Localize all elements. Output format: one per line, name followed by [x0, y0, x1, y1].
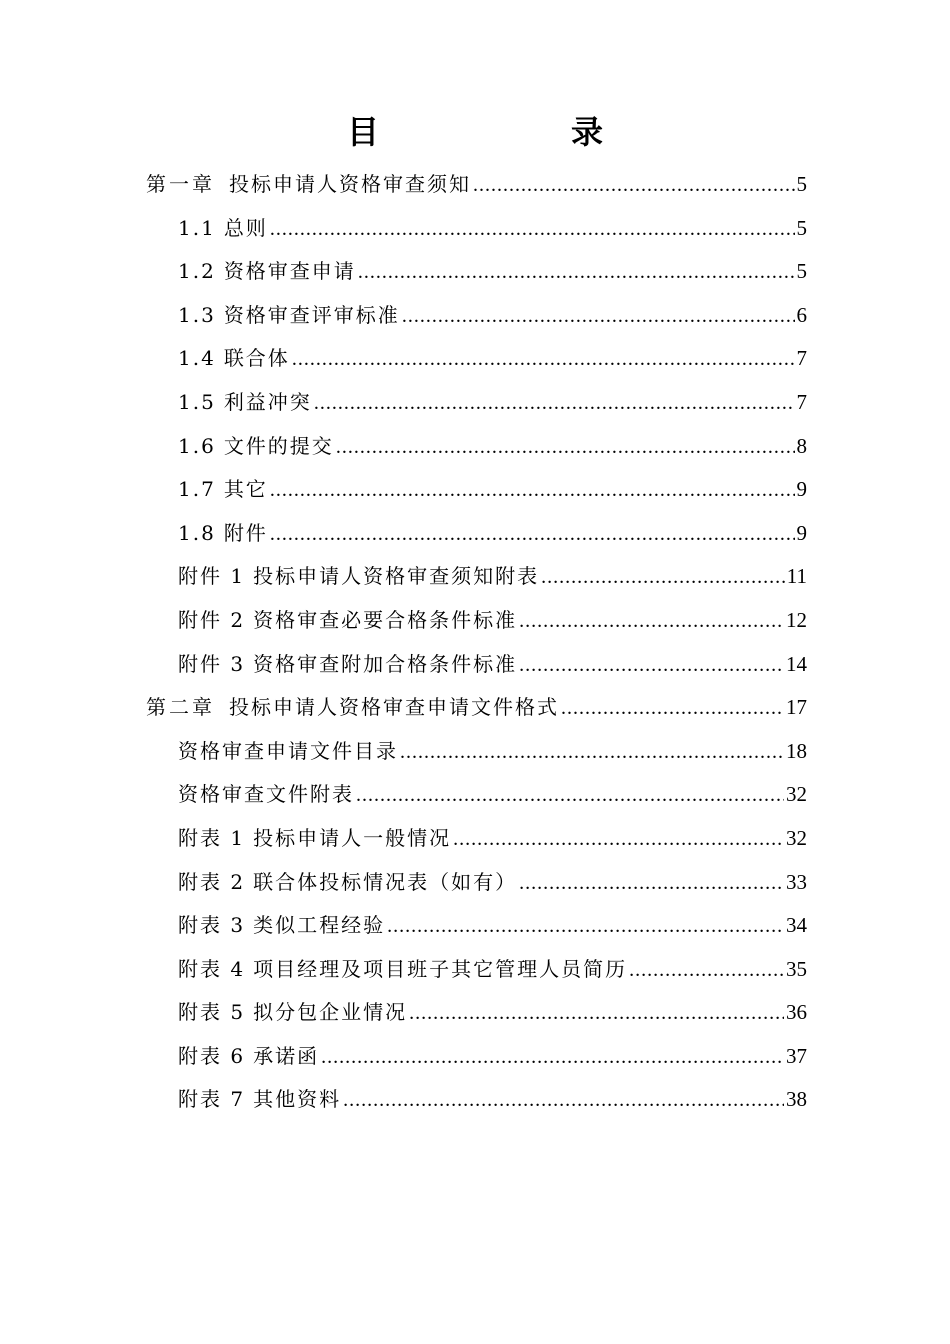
toc-entry-number: 1.1 [178, 215, 216, 240]
toc-entry-page: 38 [786, 1087, 807, 1112]
toc-entry-page: 34 [786, 913, 807, 938]
toc-entry-title: 资格审查申请文件目录 [178, 738, 398, 763]
toc-entry[interactable] [146, 730, 807, 774]
toc-entry[interactable] [146, 991, 807, 1035]
toc-title: 目 录 [346, 113, 683, 151]
toc-entry-title: 资格审查文件附表 [178, 782, 354, 807]
toc-entry-number: 1.7 [178, 477, 216, 502]
toc-entry-number: 附表 5 [178, 1000, 246, 1025]
dot-leader [358, 251, 795, 295]
toc-entry-number: 附表 2 [178, 869, 246, 894]
dot-leader [336, 426, 795, 470]
toc-entry-page: 5 [796, 215, 807, 240]
toc-entry-title: 投标申请人资格审查申请文件格式 [229, 695, 559, 720]
toc-entry-title: 联合体 [223, 346, 290, 371]
toc-entry[interactable] [146, 512, 807, 556]
toc-entry-title: 其它 [223, 477, 268, 502]
toc-entry-title: 项目经理及项目班子其它管理人员简历 [253, 956, 628, 981]
toc-entry-page: 7 [796, 346, 807, 371]
toc-entry-title: 类似工程经验 [253, 913, 386, 938]
dot-leader [270, 513, 795, 557]
dot-leader [270, 469, 795, 513]
toc-entry-number: 1.8 [178, 520, 216, 545]
toc-entry-page: 32 [786, 782, 807, 807]
dot-leader [343, 1079, 784, 1123]
toc-entry-number: 1.6 [178, 433, 216, 458]
toc-entry[interactable] [146, 1035, 807, 1079]
toc-entry-title: 总则 [223, 215, 268, 240]
toc-entry[interactable] [146, 643, 807, 687]
toc-entry-number: 附表 4 [178, 956, 246, 981]
toc-entry-number: 1.5 [178, 389, 216, 414]
dot-leader [629, 949, 784, 993]
toc-entry-number: 附表 7 [178, 1087, 246, 1112]
toc-entry-title: 其他资料 [253, 1087, 342, 1112]
dot-leader [453, 818, 784, 862]
dot-leader [270, 208, 795, 252]
toc-entry-number: 1.2 [178, 259, 216, 284]
toc-entry-title: 资格审查申请 [223, 259, 356, 284]
dot-leader [519, 600, 784, 644]
toc-entry-page: 12 [786, 607, 807, 632]
toc-entry-title: 资格审查必要合格条件标准 [253, 607, 518, 632]
toc-entry-title: 投标申请人资格审查须知附表 [253, 564, 540, 589]
toc-entry-title: 附件 [223, 520, 268, 545]
toc-entry-page: 11 [786, 564, 807, 589]
toc-entry[interactable] [146, 425, 807, 469]
toc-entry[interactable] [146, 468, 807, 512]
toc-entry-title: 拟分包企业情况 [253, 1000, 408, 1025]
toc-entry-number: 1.4 [178, 346, 216, 371]
toc-entry-page: 5 [796, 172, 807, 196]
toc-entry-number: 附表 1 [178, 825, 246, 850]
toc-entry[interactable] [146, 163, 807, 207]
toc-entry-page: 33 [786, 869, 807, 894]
toc-entry-page: 37 [786, 1043, 807, 1068]
toc-entry[interactable] [146, 773, 807, 817]
toc-entry-number: 附件 3 [178, 651, 246, 676]
toc-entry-title: 联合体投标情况表（如有） [253, 869, 518, 894]
toc-entry-page: 7 [796, 389, 807, 414]
toc-entry[interactable] [146, 904, 807, 948]
toc-entry-page: 35 [786, 956, 807, 981]
toc-entry-number: 附件 2 [178, 607, 246, 632]
dot-leader [409, 992, 784, 1036]
dot-leader [314, 382, 795, 426]
toc-entry[interactable] [146, 555, 807, 599]
dot-leader [561, 687, 784, 731]
toc-entry-number: 附表 3 [178, 913, 246, 938]
toc-entry-title: 资格审查评审标准 [223, 302, 400, 327]
toc-entry[interactable] [146, 861, 807, 905]
dot-leader [356, 774, 784, 818]
toc-entry-title: 资格审查附加合格条件标准 [253, 651, 518, 676]
toc-list [146, 163, 807, 1122]
dot-leader [402, 295, 795, 339]
dot-leader [321, 1036, 784, 1080]
toc-entry[interactable] [146, 294, 807, 338]
toc-entry-title: 投标申请人资格审查须知 [229, 172, 471, 196]
dot-leader [387, 905, 784, 949]
dot-leader [473, 164, 795, 208]
toc-entry[interactable] [146, 250, 807, 294]
toc-entry-number: 第二章 [146, 695, 215, 720]
toc-entry-number: 1.3 [178, 302, 216, 327]
toc-entry-page: 9 [796, 520, 807, 545]
toc-entry[interactable] [146, 381, 807, 425]
toc-entry-title: 投标申请人一般情况 [253, 825, 452, 850]
toc-entry-page: 36 [786, 1000, 807, 1025]
toc-entry[interactable] [146, 599, 807, 643]
toc-entry[interactable] [146, 948, 807, 992]
toc-entry-number: 附表 6 [178, 1043, 246, 1068]
toc-entry[interactable] [146, 817, 807, 861]
dot-leader [400, 731, 784, 775]
toc-entry[interactable] [146, 337, 807, 381]
toc-entry-page: 17 [786, 695, 807, 720]
toc-entry-number: 附件 1 [178, 564, 246, 589]
toc-entry-title: 文件的提交 [223, 433, 334, 458]
toc-entry-page: 6 [796, 302, 807, 327]
toc-entry[interactable] [146, 686, 807, 730]
dot-leader [519, 644, 784, 688]
toc-entry-page: 32 [786, 825, 807, 850]
toc-entry[interactable] [146, 207, 807, 251]
toc-entry-page: 5 [796, 259, 807, 284]
dot-leader [541, 556, 785, 600]
toc-entry-page: 14 [786, 651, 807, 676]
toc-entry-page: 8 [796, 433, 807, 458]
dot-leader [292, 338, 795, 382]
toc-entry-title: 利益冲突 [223, 389, 312, 414]
toc-entry-title: 承诺函 [253, 1043, 320, 1068]
dot-leader [519, 862, 784, 906]
toc-entry-page: 18 [786, 738, 807, 763]
toc-entry-number: 第一章 [146, 172, 215, 196]
toc-entry[interactable] [146, 1078, 807, 1122]
toc-entry-page: 9 [796, 477, 807, 502]
